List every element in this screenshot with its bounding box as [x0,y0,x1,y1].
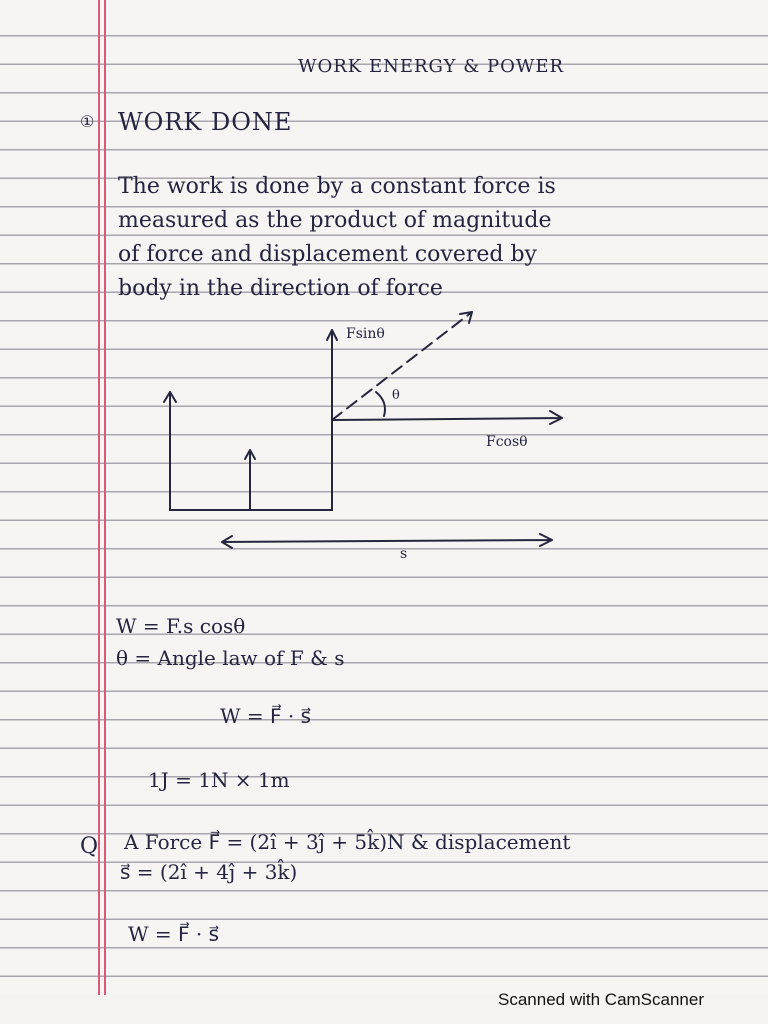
definition-line-3: of force and displacement covered by [118,242,537,267]
equation-dot: W = F⃗ · s⃗ [220,704,312,728]
definition-line-1: The work is done by a constant force is [118,174,556,199]
fcos-arrow [332,411,562,424]
theta-arc [376,392,385,416]
label-fsin: Fsinθ [346,326,385,342]
equation-joule: 1J = 1N × 1m [148,768,290,792]
label-fcos: Fcosθ [486,434,528,450]
camscanner-watermark: Scanned with CamScanner [498,990,705,1009]
question-line-2: s⃗ = (2î + 4ĵ + 3k̂) [120,860,298,884]
question-line-3: W = F⃗ · s⃗ [128,922,220,946]
equation-theta: θ = Angle law of F & s [116,646,345,670]
equation-work: W = F.s cosθ [116,614,246,638]
page-title: WORK ENERGY & POWER [298,56,565,77]
definition-line-4: body in the direction of force [118,276,443,301]
question-label: Q [80,834,99,859]
definition-line-2: measured as the product of magnitude [118,208,552,233]
displacement-arrow [222,534,552,548]
section-heading: WORK DONE [118,108,293,136]
question-line-1: A Force F⃗ = (2î + 3ĵ + 5k̂)N & displacement [124,830,571,854]
inner-arrow [245,450,255,510]
label-s: s [400,546,408,562]
section-bullet: ① [80,112,95,131]
label-theta: θ [392,388,400,403]
